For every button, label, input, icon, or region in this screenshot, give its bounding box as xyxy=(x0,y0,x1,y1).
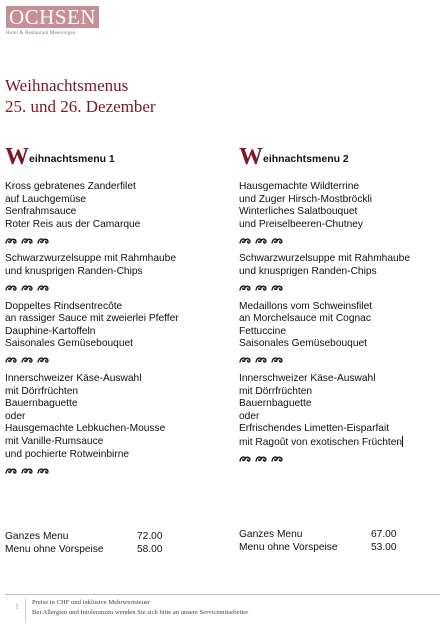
ornament-divider xyxy=(239,351,444,373)
restaurant-logo xyxy=(6,6,102,42)
swirl-ornament-icon xyxy=(21,284,33,295)
course-line: mit Ragoût von exotischen Früchten xyxy=(239,436,403,448)
menu-column-1 xyxy=(5,144,210,483)
course-line: Innerschweizer Käse-Auswahl xyxy=(5,372,142,384)
swirl-ornament-icon xyxy=(37,284,49,295)
swirl-ornament-icon xyxy=(271,284,283,295)
swirl-ornament-icon xyxy=(271,356,283,367)
text-caret xyxy=(402,436,403,447)
price-row xyxy=(239,541,397,554)
menu-title xyxy=(239,144,444,170)
ornament-divider xyxy=(5,351,210,373)
heading-title: Weihnachtsmenus xyxy=(5,76,129,95)
swirl-ornament-icon xyxy=(255,356,267,367)
swirl-ornament-icon xyxy=(239,284,251,295)
swirl-ornament-icon xyxy=(5,237,17,248)
price-value: 58.00 xyxy=(137,544,163,555)
course-line: und knusprigen Randen-Chips xyxy=(5,265,143,277)
menu-title-dropcap: W xyxy=(5,144,29,170)
swirl-ornament-icon xyxy=(271,237,283,248)
swirl-ornament-icon xyxy=(37,467,49,478)
menu-course xyxy=(239,181,444,231)
swirl-ornament-icon xyxy=(37,237,49,248)
logo-subtitle: Hotel & Restaurant Meersingen xyxy=(6,31,76,36)
course-line: Kross gebratenes Zanderfilet xyxy=(5,181,136,192)
course-line: Schwarzwurzelsuppe mit Rahmhaube xyxy=(239,253,411,265)
footer-divider xyxy=(5,594,440,595)
menu-course xyxy=(5,301,210,351)
ornament-divider xyxy=(239,231,444,253)
swirl-ornament-icon xyxy=(239,356,251,367)
footer-allergy-note: Bei Allergien und Intoleranzen wenden Sie sich bitte an unsere Servicemitarbeiter xyxy=(32,609,249,616)
price-label: Ganzes Menu xyxy=(239,529,303,540)
footer-price-note: Preise in CHF und inklusive Mehrwertsteuer xyxy=(32,599,151,606)
price-value: 67.00 xyxy=(371,529,397,540)
swirl-ornament-icon xyxy=(255,284,267,295)
page-number: 1 xyxy=(5,598,26,622)
course-line: mit Dörrfrüchten xyxy=(5,385,79,397)
course-line: Hausgemachte Wildterrine xyxy=(239,181,360,192)
course-line: Medaillons vom Schweinsfilet xyxy=(239,300,373,312)
course-line: und Zuger Hirsch-Mostbröckli xyxy=(239,193,373,205)
price-label: Menu ohne Vorspeise xyxy=(5,544,104,555)
price-label: Menu ohne Vorspeise xyxy=(239,542,338,553)
course-line: mit Vanille-Rumsauce xyxy=(5,435,104,447)
course-line: oder xyxy=(239,410,260,422)
price-row xyxy=(5,530,163,543)
course-line: Bauernbaguette xyxy=(5,398,78,410)
course-line: und Preiselbeeren-Chutney xyxy=(239,218,364,230)
course-line: oder xyxy=(5,410,26,422)
menu-course xyxy=(5,373,210,461)
heading-dates: 25. und 26. Dezember xyxy=(5,97,156,116)
course-line: Saisonales Gemüsebouquet xyxy=(5,338,133,350)
logo-name: OCHSEN xyxy=(6,6,99,28)
course-line: Dauphine-Kartoffeln xyxy=(5,325,96,337)
swirl-ornament-icon xyxy=(5,467,17,478)
menu-title-text: eihnachtsmenu 2 xyxy=(263,153,349,165)
page-heading xyxy=(5,75,156,117)
menu-course xyxy=(239,253,444,278)
price-row xyxy=(5,543,163,556)
course-line: Fettuccine xyxy=(239,325,286,337)
ornament-divider xyxy=(5,231,210,253)
menu-course xyxy=(5,253,210,278)
menu-course xyxy=(239,373,444,450)
ornament-divider xyxy=(239,450,444,472)
page-footer xyxy=(5,598,248,622)
price-row xyxy=(239,528,397,541)
swirl-ornament-icon xyxy=(271,455,283,466)
ornament-divider xyxy=(239,279,444,301)
swirl-ornament-icon xyxy=(5,284,17,295)
course-line: Erfrischendes Limetten-Eisparfait xyxy=(239,423,390,435)
swirl-ornament-icon xyxy=(5,356,17,367)
course-line: Bauernbaguette xyxy=(239,398,312,410)
menu-title-text: eihnachtsmenu 1 xyxy=(29,153,115,165)
course-line: und knusprigen Randen-Chips xyxy=(239,265,377,277)
price-label: Ganzes Menu xyxy=(5,531,69,542)
swirl-ornament-icon xyxy=(21,237,33,248)
swirl-ornament-icon xyxy=(239,455,251,466)
swirl-ornament-icon xyxy=(239,237,251,248)
course-line: und pochierte Rotweinbirne xyxy=(5,448,130,460)
swirl-ornament-icon xyxy=(255,455,267,466)
price-value: 53.00 xyxy=(371,542,397,553)
ornament-divider xyxy=(5,279,210,301)
swirl-ornament-icon xyxy=(21,467,33,478)
menu-column-2 xyxy=(239,144,444,472)
swirl-ornament-icon xyxy=(37,356,49,367)
course-line: Hausgemachte Lebkuchen-Mousse xyxy=(5,423,166,435)
course-line: an rassiger Sauce mit zweierlei Pfeffer xyxy=(5,313,179,325)
course-line: auf Lauchgemüse xyxy=(5,193,86,205)
price-value: 72.00 xyxy=(137,531,163,542)
price-list-2 xyxy=(239,528,397,554)
ornament-divider xyxy=(5,461,210,483)
course-line: Winterliches Salatbouquet xyxy=(239,206,358,218)
menu-course xyxy=(5,181,210,231)
menu-title xyxy=(5,144,210,170)
course-line: Senfrahmsauce xyxy=(5,206,77,218)
course-line: Innerschweizer Käse-Auswahl xyxy=(239,372,376,384)
course-line: Schwarzwurzelsuppe mit Rahmhaube xyxy=(5,253,177,265)
course-line: Doppeltes Rindsentrecôte xyxy=(5,300,123,312)
course-line: mit Dörrfrüchten xyxy=(239,385,313,397)
course-line: Roter Reis aus der Camarque xyxy=(5,218,141,230)
course-line: Saisonales Gemüsebouquet xyxy=(239,338,367,350)
price-list-1 xyxy=(5,530,163,556)
swirl-ornament-icon xyxy=(21,356,33,367)
course-line: an Morchelsauce mit Cognac xyxy=(239,313,371,325)
menu-course xyxy=(239,301,444,351)
swirl-ornament-icon xyxy=(255,237,267,248)
menu-title-dropcap: W xyxy=(239,144,263,170)
